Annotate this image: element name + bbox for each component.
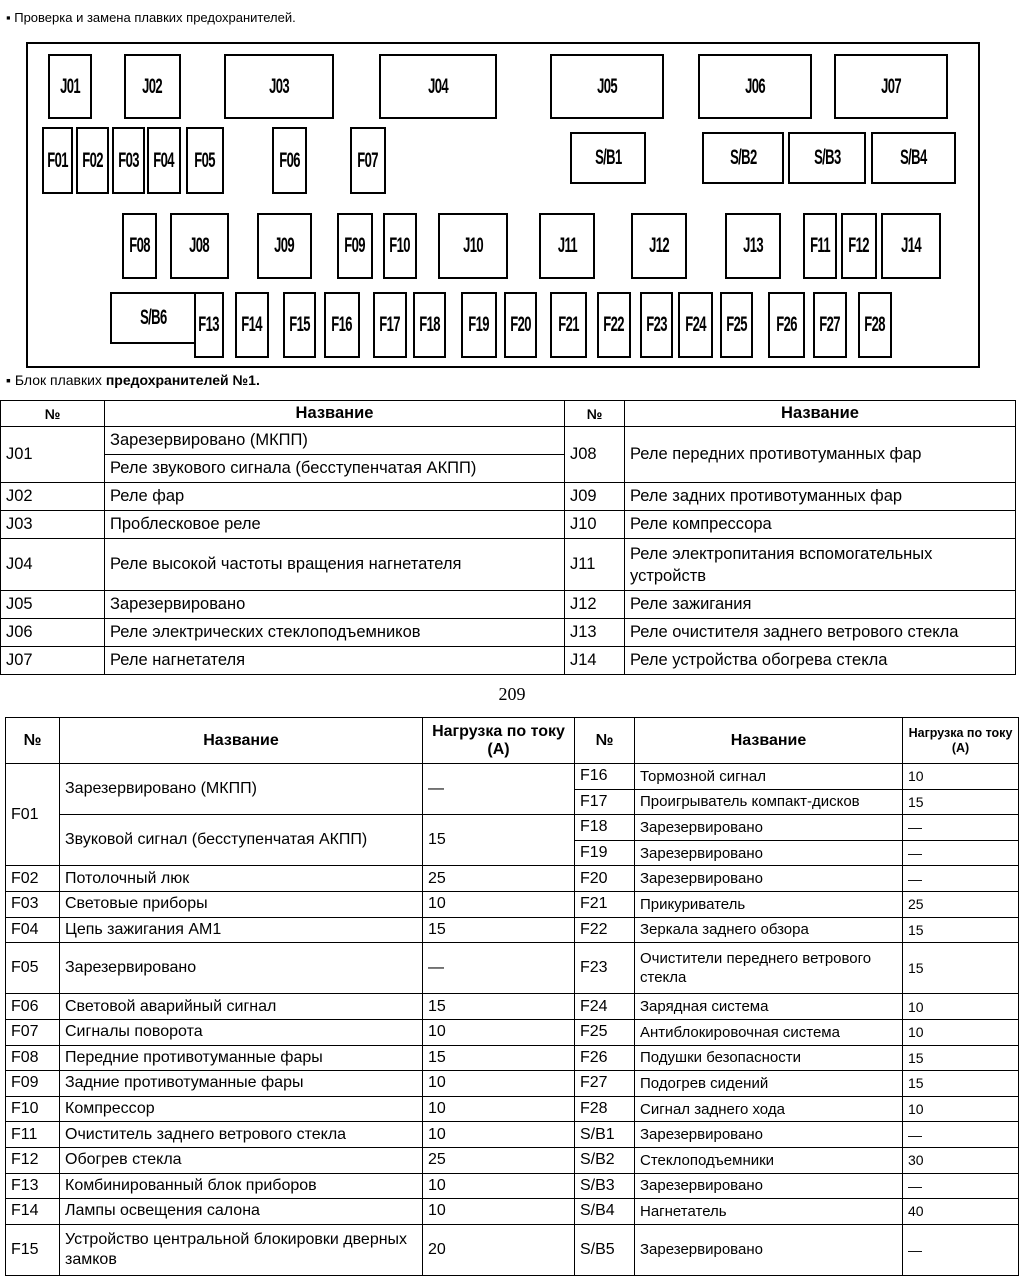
fuse-slot-label: J01 — [60, 74, 80, 98]
relay-no: J01 — [1, 427, 105, 483]
fuse-no: F15 — [6, 1224, 60, 1275]
fuse-slot-label: F08 — [129, 234, 150, 257]
table-row — [1, 427, 1016, 455]
fuse-load: 10 — [423, 1199, 575, 1225]
fuse-name: Зарезервировано — [635, 815, 903, 841]
relay-no: J08 — [565, 427, 625, 483]
fuse-slot-f22 — [597, 292, 631, 358]
fuse-name: Сигналы поворота — [60, 1019, 423, 1045]
fuse-no: S/B2 — [575, 1147, 635, 1173]
fuse-slot-label: J08 — [189, 234, 210, 257]
fuse-slot-label: S/B2 — [729, 146, 757, 169]
col-header-name: Название — [625, 401, 1016, 427]
fuse-slot-label: F18 — [419, 313, 440, 336]
relay-name: Реле очистителя заднего ветрового стекла — [625, 619, 1016, 647]
col-header-name: Название — [60, 718, 423, 764]
fuse-load: 15 — [423, 815, 575, 866]
fuse-load: 10 — [423, 891, 575, 917]
fuse-slot-f04 — [147, 127, 181, 194]
fuse-slot-f02 — [76, 127, 109, 194]
fuse-no: F20 — [575, 866, 635, 892]
fuse-slot-f01 — [42, 127, 73, 194]
table-row — [6, 1173, 1019, 1199]
table-row — [6, 1019, 1019, 1045]
fuse-name: Лампы освещения салона — [60, 1199, 423, 1225]
fuse-slot-label: F05 — [194, 148, 216, 172]
fuse-load: — — [903, 866, 1019, 892]
fuse-no: F02 — [6, 866, 60, 892]
fuse-slot-label: F16 — [331, 313, 353, 336]
fuse-slot-f12 — [841, 213, 877, 279]
fuse-name: Очистители переднего ветрового стекла — [635, 943, 903, 994]
fuse-slot-label: J11 — [557, 234, 577, 257]
fuse-no: F11 — [6, 1122, 60, 1148]
fuse-slot-j05 — [550, 54, 664, 119]
fuse-slot-label: F21 — [558, 313, 579, 336]
fuse-no: F24 — [575, 994, 635, 1020]
fuse-load: 10 — [423, 1122, 575, 1148]
fuse-slot-j07 — [834, 54, 948, 119]
fuse-slot-f17 — [373, 292, 407, 358]
fuse-slot-sb1 — [570, 132, 646, 184]
fuse-load: 15 — [423, 994, 575, 1020]
fuse-load: 15 — [903, 1071, 1019, 1097]
fuse-slot-label: F17 — [379, 313, 401, 336]
fuse-slot-f20 — [504, 292, 537, 358]
fuse-slot-label: J14 — [901, 234, 921, 257]
fuse-load: — — [903, 1173, 1019, 1199]
fuse-load: — — [903, 1122, 1019, 1148]
fuse-slot-label: J10 — [463, 234, 483, 257]
fuse-name: Зарезервировано — [635, 1224, 903, 1275]
fuse-slot-label: F03 — [118, 148, 139, 172]
table-row — [1, 483, 1016, 511]
relay-no: J10 — [565, 511, 625, 539]
fuse-slot-f11 — [803, 213, 837, 279]
relay-name: Реле зажигания — [625, 591, 1016, 619]
fuse-load: 30 — [903, 1147, 1019, 1173]
page-heading: ▪ Проверка и замена плавких предохранителей. — [6, 10, 296, 25]
fuse-slot-sb4 — [871, 132, 956, 184]
fuse-load: 15 — [903, 789, 1019, 815]
fuse-slot-label: F13 — [198, 313, 220, 336]
fuse-name: Прикуриватель — [635, 891, 903, 917]
fuse-load: 25 — [423, 866, 575, 892]
table-row — [6, 1199, 1019, 1225]
fuse-no: F19 — [575, 840, 635, 866]
relay-name: Реле нагнетателя — [105, 647, 565, 675]
relay-no: J07 — [1, 647, 105, 675]
fuse-load: 15 — [423, 917, 575, 943]
fuse-no: S/B1 — [575, 1122, 635, 1148]
relay-no: J14 — [565, 647, 625, 675]
fuse-no: F23 — [575, 943, 635, 994]
fuse-no: F08 — [6, 1045, 60, 1071]
fuse-load: 25 — [903, 891, 1019, 917]
fuse-load: 40 — [903, 1199, 1019, 1225]
table-row — [6, 1224, 1019, 1250]
block-heading: ▪ Блок плавких предохранителей №1. — [6, 372, 260, 388]
fuse-slot-j11 — [539, 213, 595, 279]
col-header-no: № — [565, 401, 625, 427]
fuse-load: 10 — [423, 1096, 575, 1122]
fuse-slot-label: J13 — [743, 234, 763, 257]
fuse-slot-j04 — [379, 54, 497, 119]
fuse-slot-label: F07 — [357, 148, 379, 172]
fuse-no: F28 — [575, 1096, 635, 1122]
table-row — [6, 1096, 1019, 1122]
fuse-slot-label: J03 — [269, 74, 289, 98]
table-row — [6, 1045, 1019, 1071]
relay-name: Зарезервировано — [105, 591, 565, 619]
fuse-load: 15 — [903, 943, 1019, 994]
table-row — [6, 994, 1019, 1020]
fuse-slot-j03 — [224, 54, 334, 119]
page-number: 209 — [498, 684, 526, 704]
relay-name: Проблесковое реле — [105, 511, 565, 539]
fuse-slot-sb2 — [702, 132, 784, 184]
fuse-slot-label: F01 — [47, 148, 68, 172]
table-row — [6, 1147, 1019, 1173]
fuse-load: — — [903, 1224, 1019, 1275]
fuse-load: 15 — [903, 917, 1019, 943]
table-row — [1, 591, 1016, 619]
fuse-slot-label: F15 — [289, 313, 310, 336]
fuse-slot-label: F06 — [279, 148, 300, 172]
col-header-no: № — [6, 718, 60, 764]
fuse-no: F12 — [6, 1147, 60, 1173]
fuse-no: S/B5 — [575, 1224, 635, 1275]
col-header-no: № — [1, 401, 105, 427]
fuse-name: Зарезервировано — [635, 1122, 903, 1148]
fuse-no: F01 — [6, 764, 60, 866]
fuse-slot-label: J09 — [274, 234, 295, 257]
fuse-slot-j09 — [257, 213, 312, 279]
table-row — [6, 891, 1019, 917]
fuse-slot-j08 — [170, 213, 229, 279]
relay-no: J09 — [565, 483, 625, 511]
relay-name: Зарезервировано (МКПП) — [105, 427, 565, 455]
relay-no: J03 — [1, 511, 105, 539]
fuse-slot-label: F24 — [685, 313, 706, 336]
relay-name: Реле высокой частоты вращения нагнетателя — [105, 539, 565, 591]
relay-name: Реле фар — [105, 483, 565, 511]
fuse-slot-label: J07 — [881, 74, 901, 98]
fuse-name: Тормозной сигнал — [635, 764, 903, 790]
fuse-load: — — [903, 815, 1019, 841]
fuse-slot-label: F22 — [603, 313, 625, 336]
fuse-no: F03 — [6, 891, 60, 917]
fuse-name: Антиблокировочная система — [635, 1019, 903, 1045]
fuse-no: F27 — [575, 1071, 635, 1097]
fuse-load: 25 — [423, 1147, 575, 1173]
fuse-slot-label: J12 — [649, 234, 669, 257]
fuse-slot-label: F23 — [646, 313, 667, 336]
fuse-no: F21 — [575, 891, 635, 917]
fuse-name: Устройство центральной блокировки дверных замков — [60, 1224, 423, 1275]
table-row — [1, 511, 1016, 539]
fuse-name: Сигнал заднего хода — [635, 1096, 903, 1122]
table-row — [6, 764, 1019, 790]
fuse-name: Передние противотуманные фары — [60, 1045, 423, 1071]
table-row — [6, 943, 1019, 969]
fuse-name: Подогрев сидений — [635, 1071, 903, 1097]
relay-name: Реле передних противотуманных фар — [625, 427, 1016, 483]
fuse-slot-j14 — [881, 213, 941, 279]
fuse-name: Световые приборы — [60, 891, 423, 917]
col-header-name: Название — [105, 401, 565, 427]
fuse-name: Зарезервировано (МКПП) — [60, 764, 423, 815]
fuse-slot-f07 — [350, 127, 386, 194]
fuse-slot-f14 — [235, 292, 269, 358]
fuse-slot-label: S/B3 — [813, 146, 841, 169]
fuse-table — [5, 717, 1019, 1276]
table-row — [6, 866, 1019, 892]
fuse-name: Очиститель заднего ветрового стекла — [60, 1122, 423, 1148]
table-row — [6, 917, 1019, 943]
fuse-no: S/B4 — [575, 1199, 635, 1225]
fuse-no: F05 — [6, 943, 60, 994]
fuse-slot-label: F11 — [810, 234, 830, 257]
fuse-load: 20 — [423, 1224, 575, 1275]
fuse-slot-label: J06 — [745, 74, 765, 98]
fuse-name: Зарезервировано — [635, 1173, 903, 1199]
fuse-slot-f15 — [283, 292, 316, 358]
fuse-slot-f26 — [768, 292, 805, 358]
fuse-load: 10 — [903, 1019, 1019, 1045]
fuse-no: F07 — [6, 1019, 60, 1045]
fuse-no: F25 — [575, 1019, 635, 1045]
fuse-no: F13 — [6, 1173, 60, 1199]
fuse-name: Задние противотуманные фары — [60, 1071, 423, 1097]
table-row — [6, 815, 1019, 841]
fuse-slot-label: F02 — [82, 148, 103, 172]
fuse-name: Цепь зажигания АМ1 — [60, 917, 423, 943]
fuse-no: F10 — [6, 1096, 60, 1122]
fuse-load: 10 — [423, 1173, 575, 1199]
fuse-name: Комбинированный блок приборов — [60, 1173, 423, 1199]
fuse-box-diagram — [26, 42, 980, 368]
relay-no: J04 — [1, 539, 105, 591]
fuse-slot-f21 — [550, 292, 587, 358]
fuse-name: Зеркала заднего обзора — [635, 917, 903, 943]
fuse-slot-f28 — [858, 292, 892, 358]
col-header-no: № — [575, 718, 635, 764]
relay-name: Реле компрессора — [625, 511, 1016, 539]
col-header-load: Нагрузка по току (А) — [423, 718, 575, 764]
fuse-slot-label: F27 — [819, 313, 841, 336]
fuse-name: Стеклоподъемники — [635, 1147, 903, 1173]
fuse-no: F16 — [575, 764, 635, 790]
fuse-slot-label: J02 — [142, 74, 163, 98]
fuse-slot-label: F04 — [153, 148, 175, 172]
fuse-slot-j10 — [438, 213, 508, 279]
col-header-load: Нагрузка по току (А) — [903, 718, 1019, 764]
fuse-slot-j13 — [725, 213, 781, 279]
fuse-slot-j02 — [124, 54, 181, 119]
relay-name: Реле устройства обогрева стекла — [625, 647, 1016, 675]
fuse-load: 15 — [423, 1045, 575, 1071]
fuse-slot-f06 — [272, 127, 307, 194]
fuse-slot-f27 — [813, 292, 847, 358]
fuse-name: Обогрев стекла — [60, 1147, 423, 1173]
relay-name: Реле звукового сигнала (бесступенчатая АКПП) — [105, 455, 565, 483]
fuse-slot-label: F25 — [726, 313, 747, 336]
fuse-load: 10 — [903, 764, 1019, 790]
fuse-load: 10 — [423, 1019, 575, 1045]
table-row — [1, 539, 1016, 591]
fuse-slot-label: F26 — [776, 313, 797, 336]
fuse-load: 10 — [903, 1096, 1019, 1122]
fuse-slot-label: F14 — [241, 313, 263, 336]
relay-no: J13 — [565, 619, 625, 647]
table-row — [6, 1122, 1019, 1148]
relay-name: Реле задних противотуманных фар — [625, 483, 1016, 511]
fuse-slot-f16 — [324, 292, 360, 358]
fuse-slot-label: F12 — [848, 234, 870, 257]
fuse-slot-label: S/B1 — [594, 146, 622, 169]
fuse-slot-f08 — [122, 213, 157, 279]
fuse-slot-f03 — [112, 127, 145, 194]
fuse-slot-label: S/B4 — [900, 146, 927, 169]
fuse-no: F04 — [6, 917, 60, 943]
fuse-slot-f23 — [640, 292, 673, 358]
fuse-slot-label: F10 — [389, 234, 411, 257]
fuse-no: F22 — [575, 917, 635, 943]
fuse-no: F26 — [575, 1045, 635, 1071]
fuse-slot-label: J05 — [597, 74, 617, 98]
relay-name: Реле электропитания вспомогательных устройств — [625, 539, 1016, 591]
fuse-name: Зарядная система — [635, 994, 903, 1020]
fuse-name: Потолочный люк — [60, 866, 423, 892]
relay-no: J06 — [1, 619, 105, 647]
fuse-name: Световой аварийный сигнал — [60, 994, 423, 1020]
fuse-slot-j01 — [48, 54, 92, 119]
fuse-name: Подушки безопасности — [635, 1045, 903, 1071]
fuse-slot-f24 — [678, 292, 713, 358]
fuse-name: Компрессор — [60, 1096, 423, 1122]
fuse-no: F06 — [6, 994, 60, 1020]
fuse-slot-f05 — [186, 127, 224, 194]
fuse-load: — — [903, 840, 1019, 866]
fuse-load: — — [423, 943, 575, 994]
fuse-no: S/B3 — [575, 1173, 635, 1199]
fuse-slot-f13 — [194, 292, 224, 358]
fuse-slot-f09 — [337, 213, 373, 279]
relay-no: J12 — [565, 591, 625, 619]
fuse-slot-f10 — [383, 213, 417, 279]
fuse-no: F18 — [575, 815, 635, 841]
relay-no: J11 — [565, 539, 625, 591]
relay-table — [0, 400, 1016, 675]
fuse-no: F09 — [6, 1071, 60, 1097]
table-row — [1, 647, 1016, 675]
fuse-slot-label: J04 — [428, 74, 448, 98]
relay-no: J02 — [1, 483, 105, 511]
fuse-slot-label: F09 — [344, 234, 366, 257]
fuse-name: Звуковой сигнал (бесступенчатая АКПП) — [60, 815, 423, 866]
fuse-name: Зарезервировано — [60, 943, 423, 994]
fuse-no: F14 — [6, 1199, 60, 1225]
fuse-name: Зарезервировано — [635, 840, 903, 866]
fuse-slot-j12 — [631, 213, 687, 279]
fuse-slot-label: F28 — [864, 313, 886, 336]
fuse-slot-label: F20 — [510, 313, 531, 336]
col-header-name: Название — [635, 718, 903, 764]
fuse-name: Нагнетатель — [635, 1199, 903, 1225]
fuse-load: 15 — [903, 1045, 1019, 1071]
fuse-no: F17 — [575, 789, 635, 815]
fuse-load: 10 — [903, 994, 1019, 1020]
fuse-slot-label: F19 — [468, 313, 490, 336]
fuse-slot-f25 — [720, 292, 753, 358]
fuse-slot-sb3 — [788, 132, 866, 184]
relay-name: Реле электрических стеклоподъемников — [105, 619, 565, 647]
table-row — [6, 1071, 1019, 1097]
fuse-slot-f19 — [461, 292, 497, 358]
fuse-name: Проигрыватель компакт-дисков — [635, 789, 903, 815]
fuse-slot-label: S/B6 — [139, 306, 167, 329]
fuse-slot-sb6 — [110, 292, 196, 344]
fuse-load: 10 — [423, 1071, 575, 1097]
table-row — [1, 619, 1016, 647]
fuse-slot-j06 — [698, 54, 812, 119]
relay-no: J05 — [1, 591, 105, 619]
fuse-slot-f18 — [413, 292, 446, 358]
fuse-name: Зарезервировано — [635, 866, 903, 892]
fuse-load: — — [423, 764, 575, 815]
